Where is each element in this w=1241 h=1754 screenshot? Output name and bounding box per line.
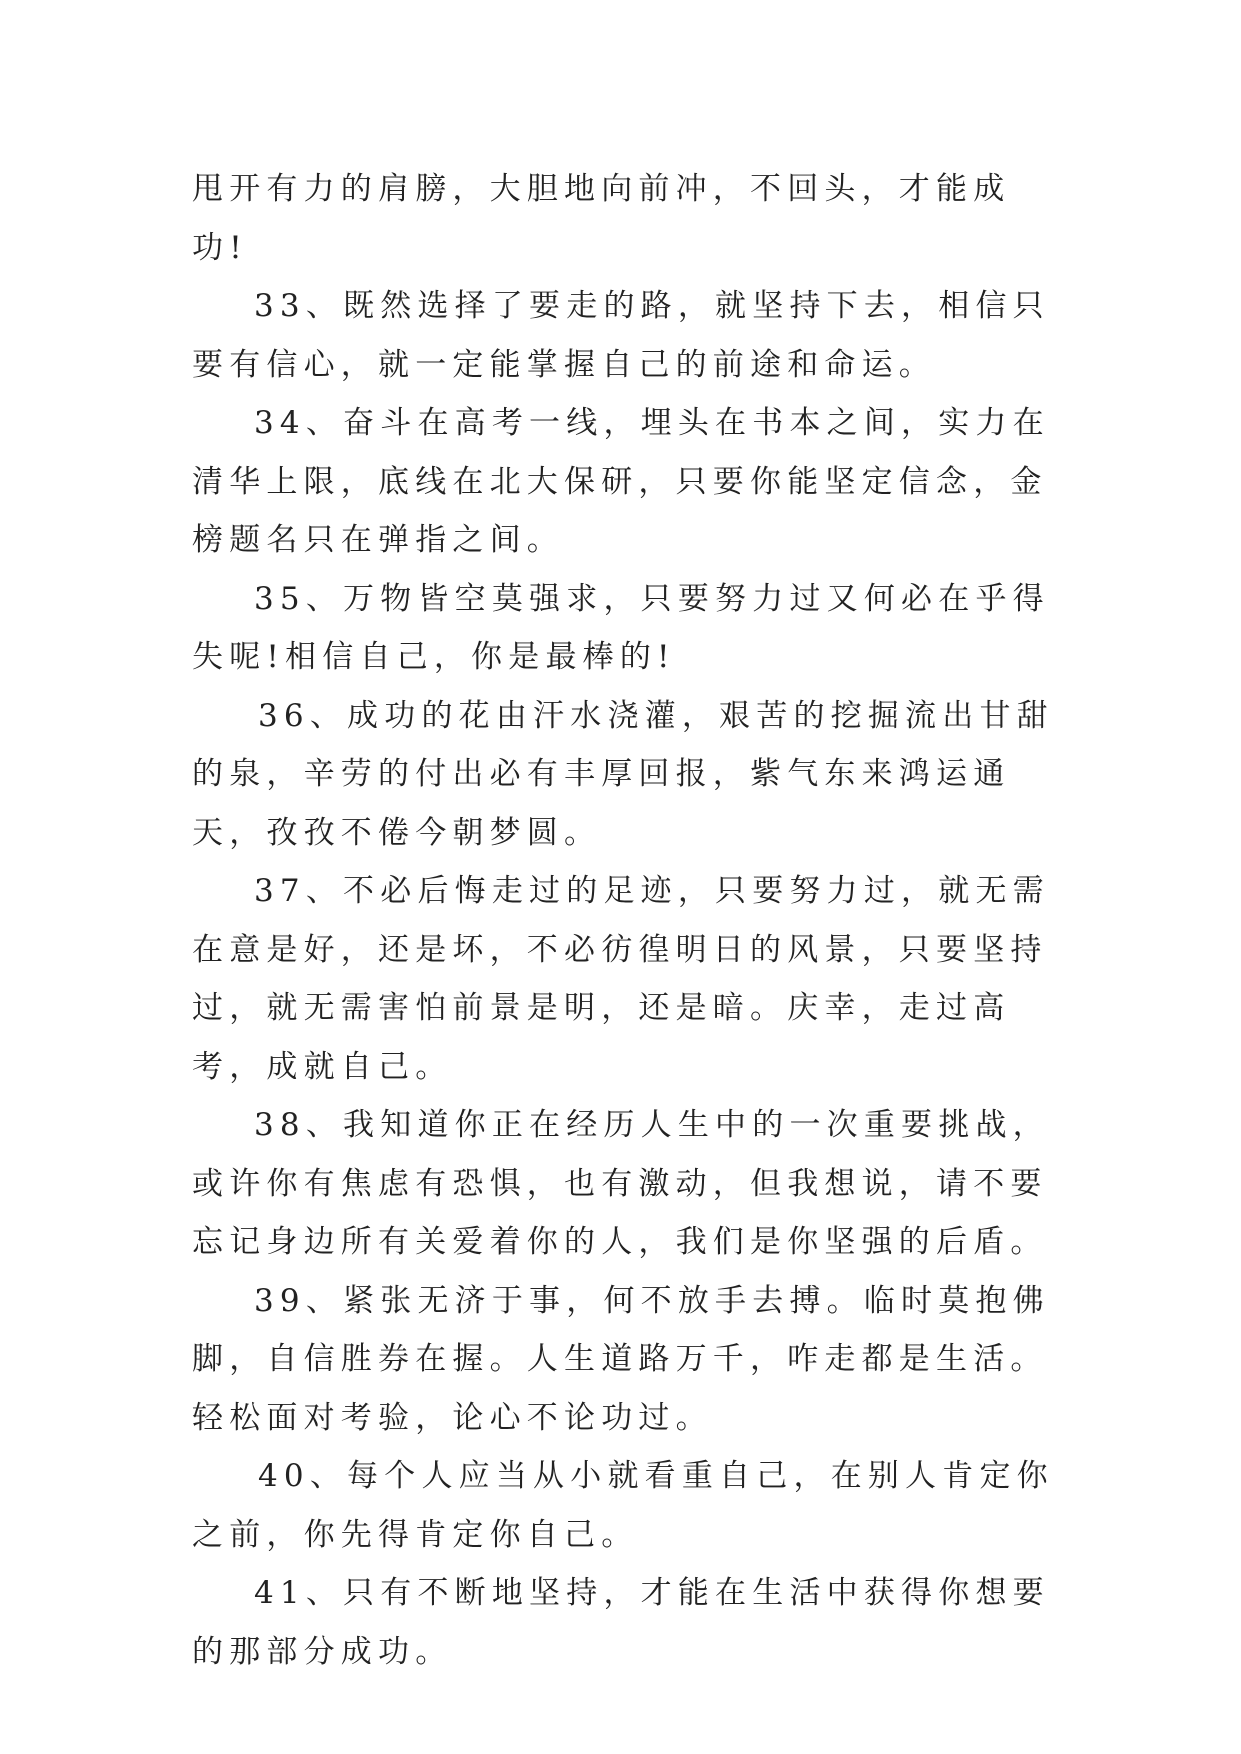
paragraph-37: 37、不必后悔走过的足迹，只要努力过，就无需在意是好，还是坏，不必彷徨明日的风景，只要坚持过，就无需害怕前景是明，还是暗。庆幸，走过高考，成就自己。 [192, 873, 1050, 1085]
paragraph-40: 40、每个人应当从小就看重自己，在别人肯定你之前，你先得肯定你自己。 [192, 1458, 1054, 1553]
paragraph-36: 36、成功的花由汗水浇灌，艰苦的挖掘流出甘甜的泉，辛劳的付出必有丰厚回报，紫气东来鸿运通天，孜孜不倦今朝梦圆。 [192, 697, 1054, 851]
paragraph-continued: 甩开有力的肩膀，大胆地向前冲，不回头，才能成功! [192, 171, 1011, 266]
paragraph-35: 35、万物皆空莫强求，只要努力过又何必在乎得失呢!相信自己，你是最棒的! [192, 580, 1050, 675]
paragraph-39: 39、紧张无济于事，何不放手去搏。临时莫抱佛脚，自信胜券在握。人生道路万千，咋走都是生活。轻松面对考验，论心不论功过。 [192, 1282, 1050, 1436]
paragraph-38: 38、我知道你正在经历人生中的一次重要挑战，或许你有焦虑有恐惧，也有激动，但我想说，请不要忘记身边所有关爱着你的人，我们是你坚强的后盾。 [192, 1107, 1050, 1260]
paragraph-33: 33、既然选择了要走的路，就坚持下去，相信只要有信心，就一定能掌握自己的前途和命运。 [192, 288, 1050, 383]
paragraph-34: 34、奋斗在高考一线，埋头在书本之间，实力在清华上限，底线在北大保研，只要你能坚定信念，金榜题名只在弹指之间。 [192, 405, 1050, 558]
document-body [192, 160, 1060, 1681]
paragraph-41: 41、只有不断地坚持，才能在生活中获得你想要的那部分成功。 [192, 1575, 1050, 1670]
